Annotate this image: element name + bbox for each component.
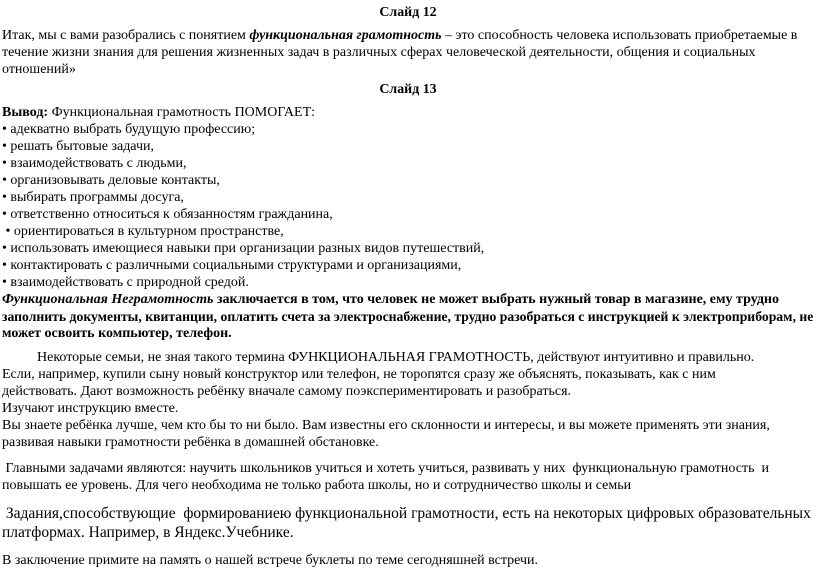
families-line-2: Если, например, купили сыну новый конструктор или телефон, не торопятся сразу же объяснять, показывать, как с ним <box>2 367 716 382</box>
illiteracy-line-3: может освоить компьютер, телефон. <box>2 326 232 341</box>
know-line-2: развивая навыки грамотности ребёнка в домашней обстановке. <box>2 435 379 450</box>
list-item: • организовывать деловые контакты, <box>2 173 220 188</box>
families-line-3: действовать. Дают возможность ребёнку вначале самому поэкспериментировать и разобраться. <box>2 384 572 399</box>
slide-12-title: Слайд 12 <box>379 5 437 20</box>
list-item: • выбирать программы досуга, <box>2 190 184 205</box>
definition-text-end: – это способность человека использовать приобретаемые в <box>441 28 798 43</box>
know-line-1: Вы знаете ребёнка лучше, чем кто бы то ни было. Вам известны его склонности и интересы, и вы можете применять эти знания, <box>2 418 770 433</box>
tasks-line-2: повышать ее уровень. Для чего необходима не только работа школы, но и сотрудничество школы и семьи <box>2 478 632 493</box>
platforms-line-1: Задания,способствующие формированиею функциональной грамотности, есть на некоторых цифровых образовательных <box>2 505 811 522</box>
definition-line-2: течение жизни знания для решения жизненных задач в различных сферах человеческой деятельности, общения и социальных <box>2 45 756 60</box>
illiteracy-line-2: заполнить документы, квитанции, оплатить счета за электроснабжение, трудно разобраться с инструкцией к электроприборам, не <box>2 309 814 324</box>
families-line-1: Некоторые семьи, не зная такого термина ФУНКЦИОНАЛЬНАЯ ГРАМОТНОСТЬ, действуют интуитивно и правильно. <box>2 350 755 365</box>
list-item: • решать бытовые задачи, <box>2 139 154 154</box>
platforms-line-2: платформах. Например, в Яндекс.Учебнике. <box>2 524 294 541</box>
families-line-4: Изучают инструкцию вместе. <box>2 401 179 416</box>
conclusion-text: Функциональная грамотность ПОМОГАЕТ: <box>48 105 316 120</box>
conclusion-line <box>2 104 315 121</box>
definition-line-1 <box>2 27 797 44</box>
closing-line: В заключение примите на память о нашей встрече буклеты по теме сегодняшней встречи. <box>2 553 539 568</box>
list-item: • ориентироваться в культурном пространстве, <box>2 224 284 239</box>
list-item: • взаимодействовать с людьми, <box>2 156 187 171</box>
list-item: • контактировать с различными социальными структурами и организациями, <box>2 258 462 273</box>
slide-13-title: Слайд 13 <box>379 82 437 97</box>
tasks-line-1: Главными задачами являются: научить школьников учиться и хотеть учиться, развивать у них функциональную грамотность и <box>2 461 769 476</box>
list-item: • адекватно выбрать будущую профессию; <box>2 122 256 137</box>
definition-line-3: отношений» <box>2 62 76 77</box>
illiteracy-text: заключается в том, что человек не может выбрать нужный товар в магазине, ему трудно <box>213 292 779 307</box>
list-item: • взаимодействовать с природной средой. <box>2 275 249 290</box>
list-item: • ответственно относиться к обязанностям гражданина, <box>2 207 333 222</box>
list-item: • использовать имеющиеся навыки при организации разных видов путешествий, <box>2 241 485 256</box>
definition-text-start: Итак, мы с вами разобрались с понятием <box>2 28 250 43</box>
illiteracy-line-1 <box>2 291 779 308</box>
definition-term: функциональная грамотность <box>249 28 442 43</box>
illiteracy-term: Функциональная Неграмотность <box>2 292 214 307</box>
conclusion-label: Вывод: <box>2 105 49 120</box>
